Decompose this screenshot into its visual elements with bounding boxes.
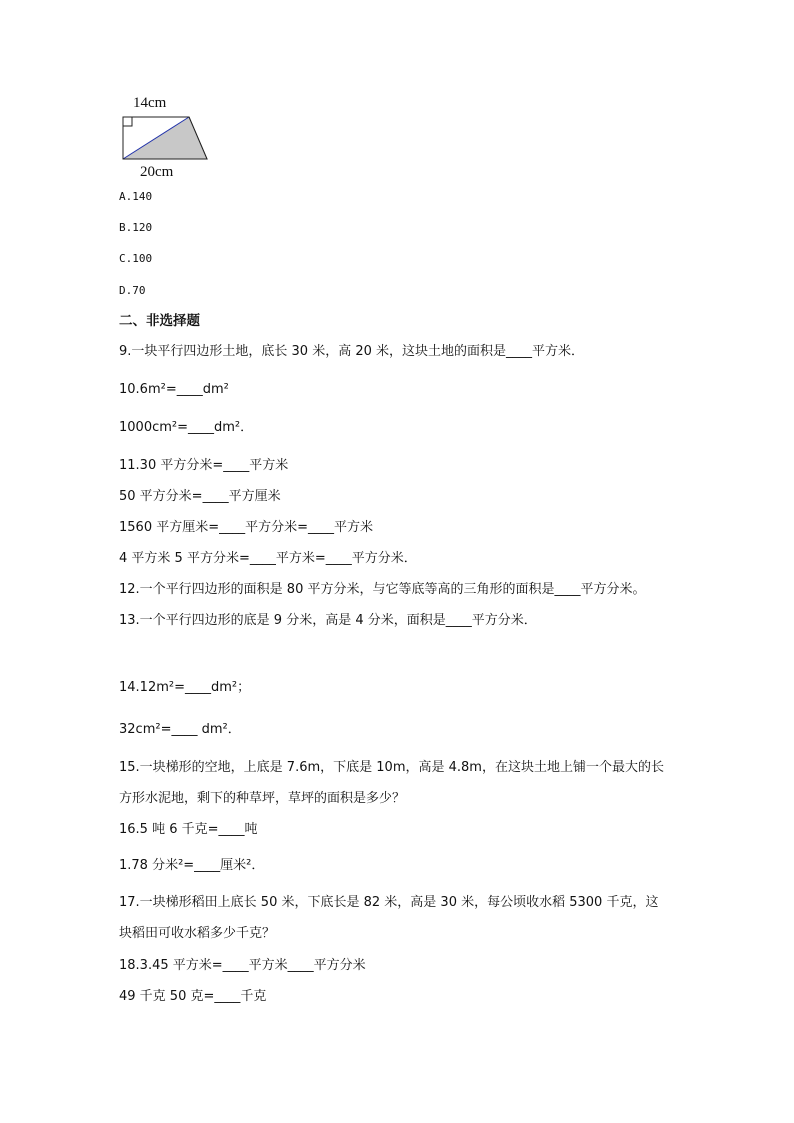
question-15-line-2: 方形水泥地，剩下的种草坪，草坪的面积是多少？ <box>119 791 406 806</box>
question-18-part-1: 18.3.45 平方米=____平方米____平方分米 <box>119 958 366 973</box>
question-11-part-3: 1560 平方厘米=____平方分米=____平方米 <box>119 520 374 535</box>
figure-bottom-label: 20cm <box>140 164 174 180</box>
question-15-line-1: 15.一块梯形的空地，上底是 7.6m，下底是 10m，高是 4.8m，在这块土地上铺一个最大的长 <box>119 760 664 775</box>
option-d: D.70 <box>119 284 146 297</box>
question-14-part-1: 14.12m²=____dm²； <box>119 680 251 695</box>
question-14-part-2: 32cm²=____ dm²． <box>119 722 241 737</box>
question-13: 13.一个平行四边形的底是 9 分米，高是 4 分米，面积是____平方分米． <box>119 613 537 628</box>
figure-top-label: 14cm <box>133 95 167 111</box>
option-a: A.140 <box>119 190 153 203</box>
question-9: 9.一块平行四边形土地，底长 30 米，高 20 米，这块土地的面积是____平方米． <box>119 344 585 359</box>
question-18-part-2: 49 千克 50 克=____千克 <box>119 989 267 1004</box>
question-10-part-2: 1000cm²=____dm²． <box>119 420 254 435</box>
question-16-part-2: 1.78 分米²=____厘米²． <box>119 858 265 873</box>
question-17-line-1: 17.一块梯形稻田上底长 50 米，下底长是 82 米，高是 30 米，每公顷收水稻 5300 千克，这 <box>119 895 659 910</box>
question-17-line-2: 块稻田可收水稻多少千克？ <box>119 926 276 941</box>
trapezoid-figure <box>118 113 210 163</box>
question-12: 12.一个平行四边形的面积是 80 平方分米，与它等底等高的三角形的面积是____平方分米。 <box>119 582 646 597</box>
question-11-part-1: 11.30 平方分米=____平方米 <box>119 458 289 473</box>
question-10-part-1: 10.6m²=____dm² <box>119 382 229 397</box>
option-c: C.100 <box>119 252 153 265</box>
question-11-part-4: 4 平方米 5 平方分米=____平方米=____平方分米． <box>119 551 417 566</box>
question-16-part-1: 16.5 吨 6 千克=____吨 <box>119 822 258 837</box>
section-title: 二、非选择题 <box>119 313 200 329</box>
question-11-part-2: 50 平方分米=____平方厘米 <box>119 489 281 504</box>
option-b: B.120 <box>119 221 153 234</box>
